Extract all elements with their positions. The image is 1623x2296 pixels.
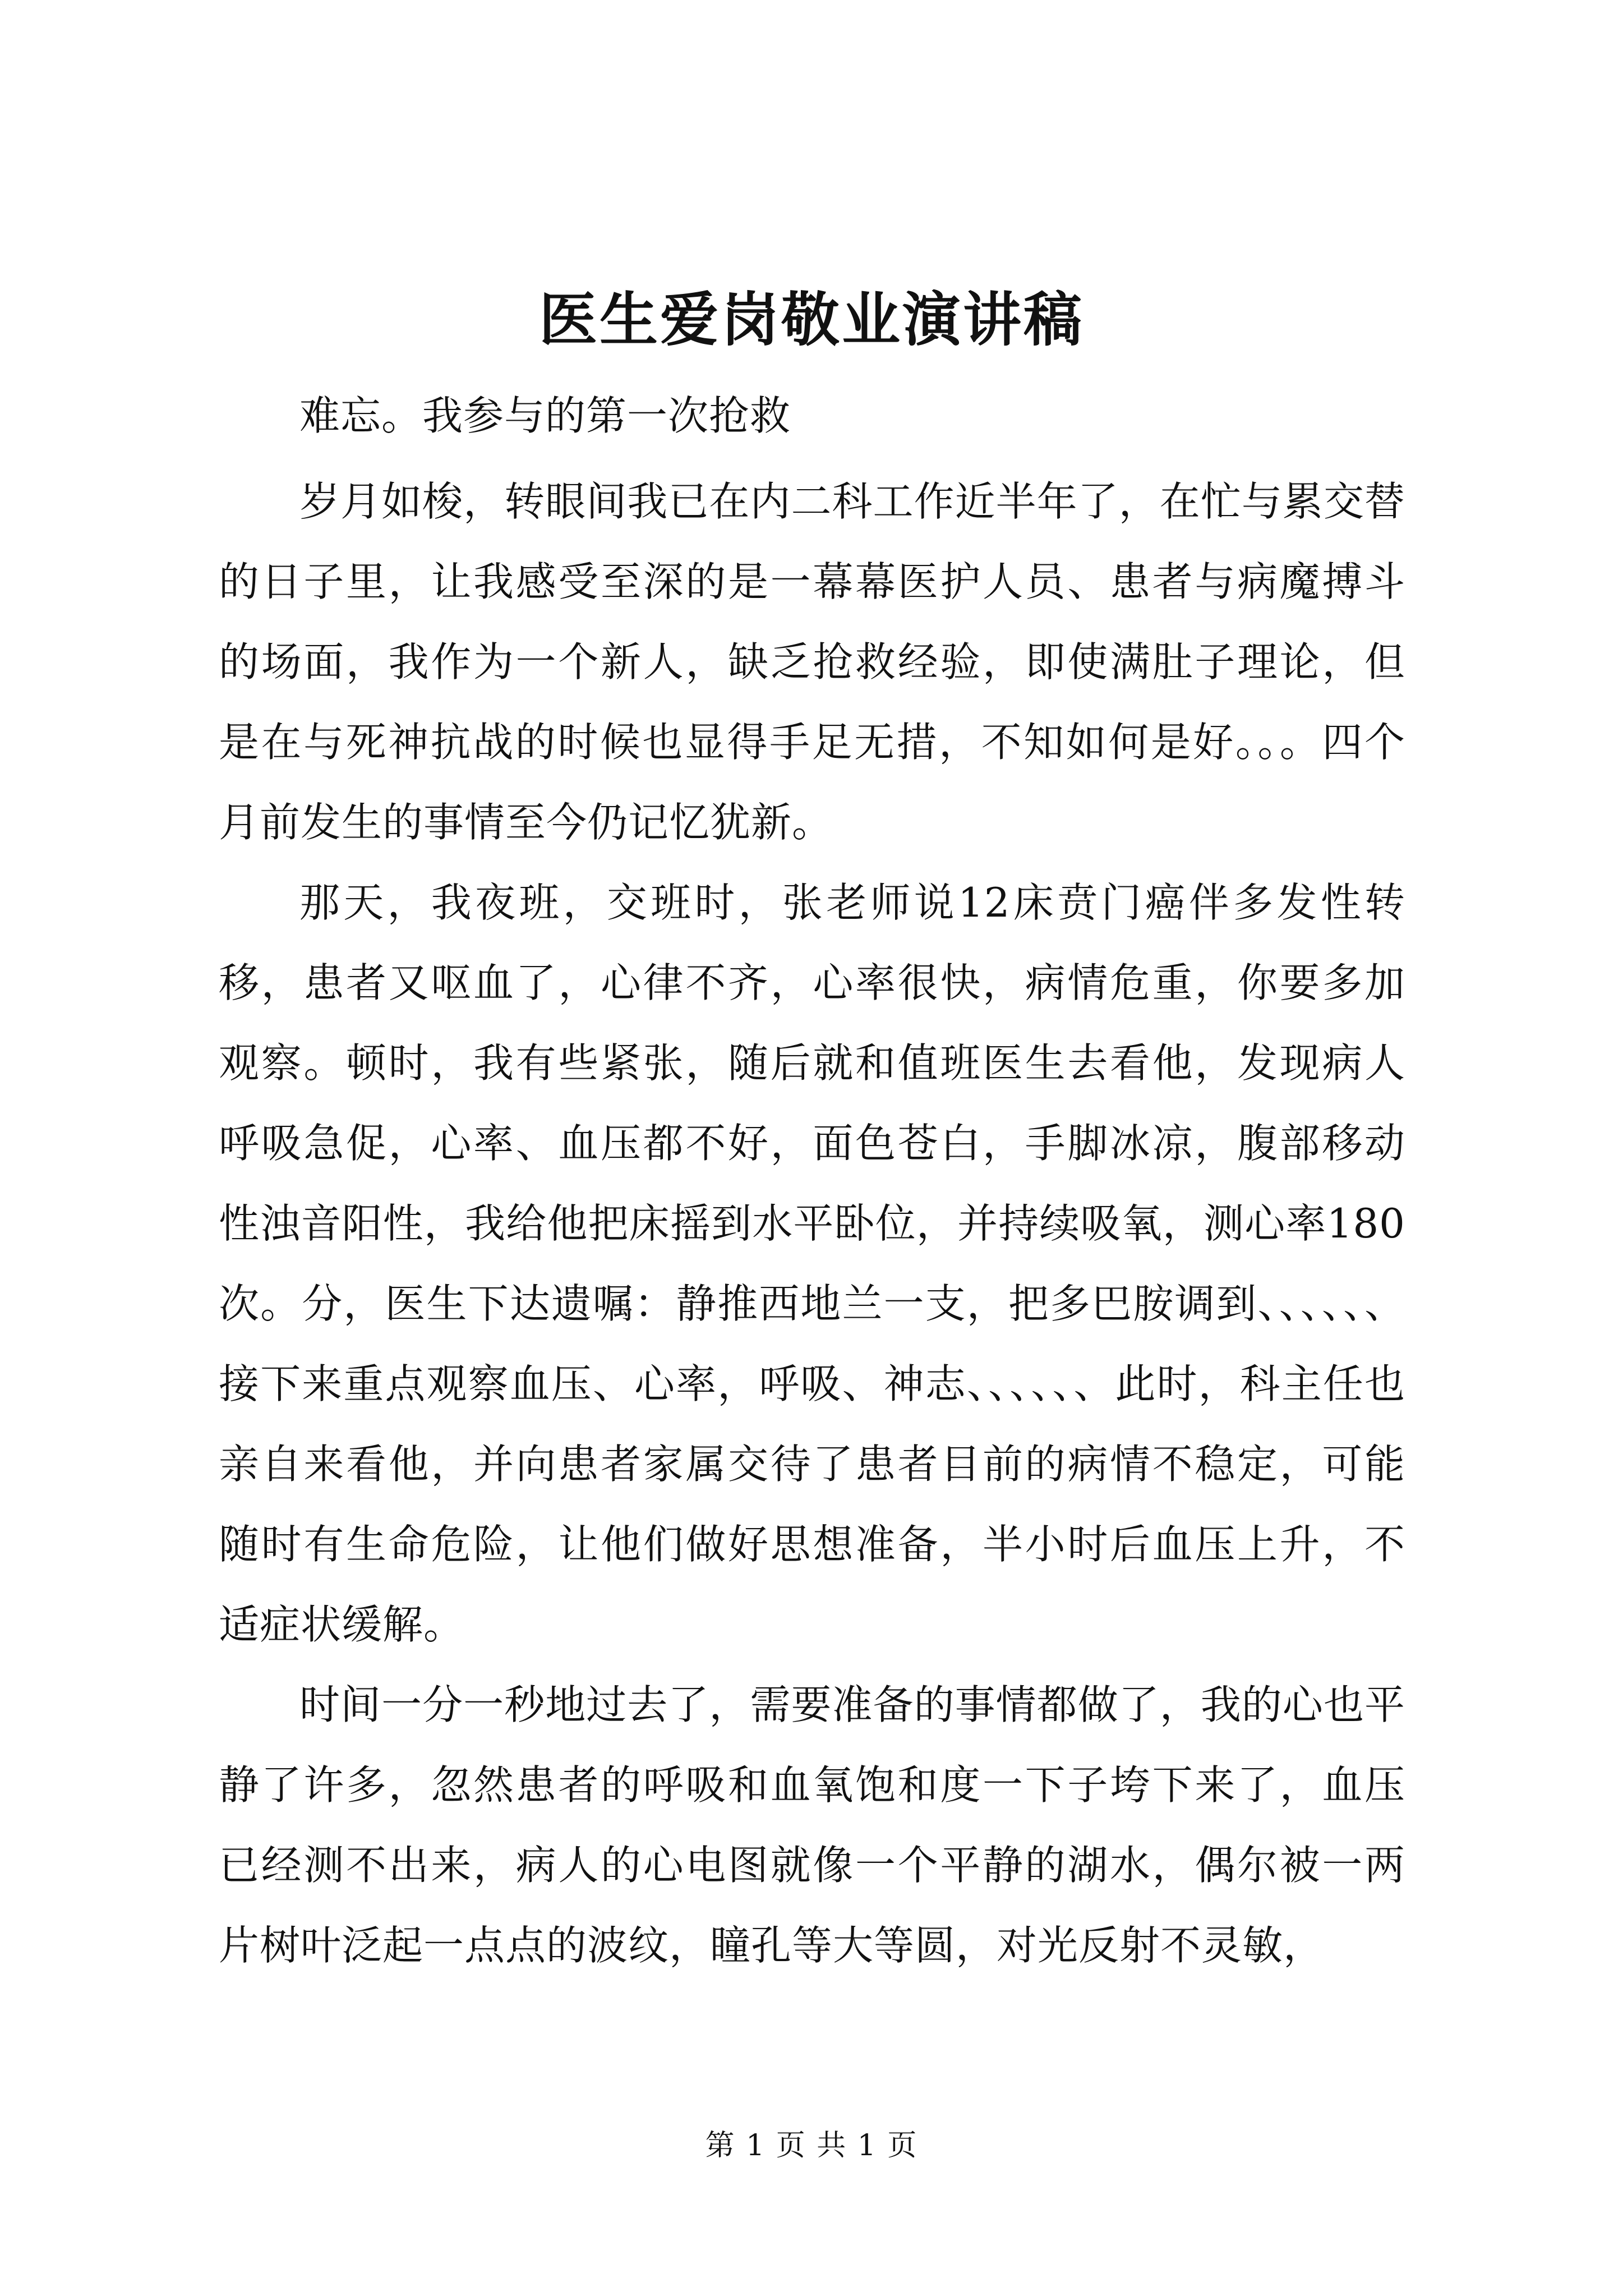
document-title: 医生爱岗敬业演讲稿 bbox=[538, 285, 1084, 354]
document-body bbox=[219, 376, 1405, 1986]
page-footer bbox=[0, 2126, 1623, 2165]
paragraph-1: 岁月如梭，转眼间我已在内二科工作近半年了，在忙与累交替的日子里，让我感受至深的是一幕幕医护人员、患者与病魔搏斗的场面，我作为一个新人，缺乏抢救经验，即使满肚子理论，但是在与死神抗战的时候也显得手足无措，不知如何是好。。。四个月前发生的事情至今仍记忆犹新。 bbox=[219, 478, 1405, 846]
section-heading: 难忘。我参与的第一次抢救 bbox=[299, 392, 791, 439]
paragraph-3: 时间一分一秒地过去了，需要准备的事情都做了，我的心也平静了许多，忽然患者的呼吸和血氧饱和度一下子垮下来了，血压已经测不出来，病人的心电图就像一个平静的湖水，偶尔被一两片树叶泛起一点点的波纹，瞳孔等大等圆，对光反射不灵敏， bbox=[219, 1681, 1405, 1969]
page-number: 第 1 页 共 1 页 bbox=[705, 2129, 918, 2162]
paragraph-2: 那天，我夜班，交班时，张老师说12床贲门癌伴多发性转移，患者又呕血了，心律不齐，心率很快，病情危重，你要多加观察。顿时，我有些紧张，随后就和值班医生去看他，发现病人呼吸急促，心率、血压都不好，面色苍白，手脚冰凉，腹部移动性浊音阳性，我给他把床摇到水平卧位，并持续吸氧，测心率180次。分，医生下达遗嘱：静推西地兰一支，把多巴胺调到、、、、、、接下来重点观察血压、心率，呼吸、神志、、、、、、此时，科主任也亲自来看他，并向患者家属交待了患者目前的病情不稳定，可能随时有生命危险，让他们做好思想准备，半小时后血压上升，不适症状缓解。 bbox=[219, 879, 1405, 1648]
